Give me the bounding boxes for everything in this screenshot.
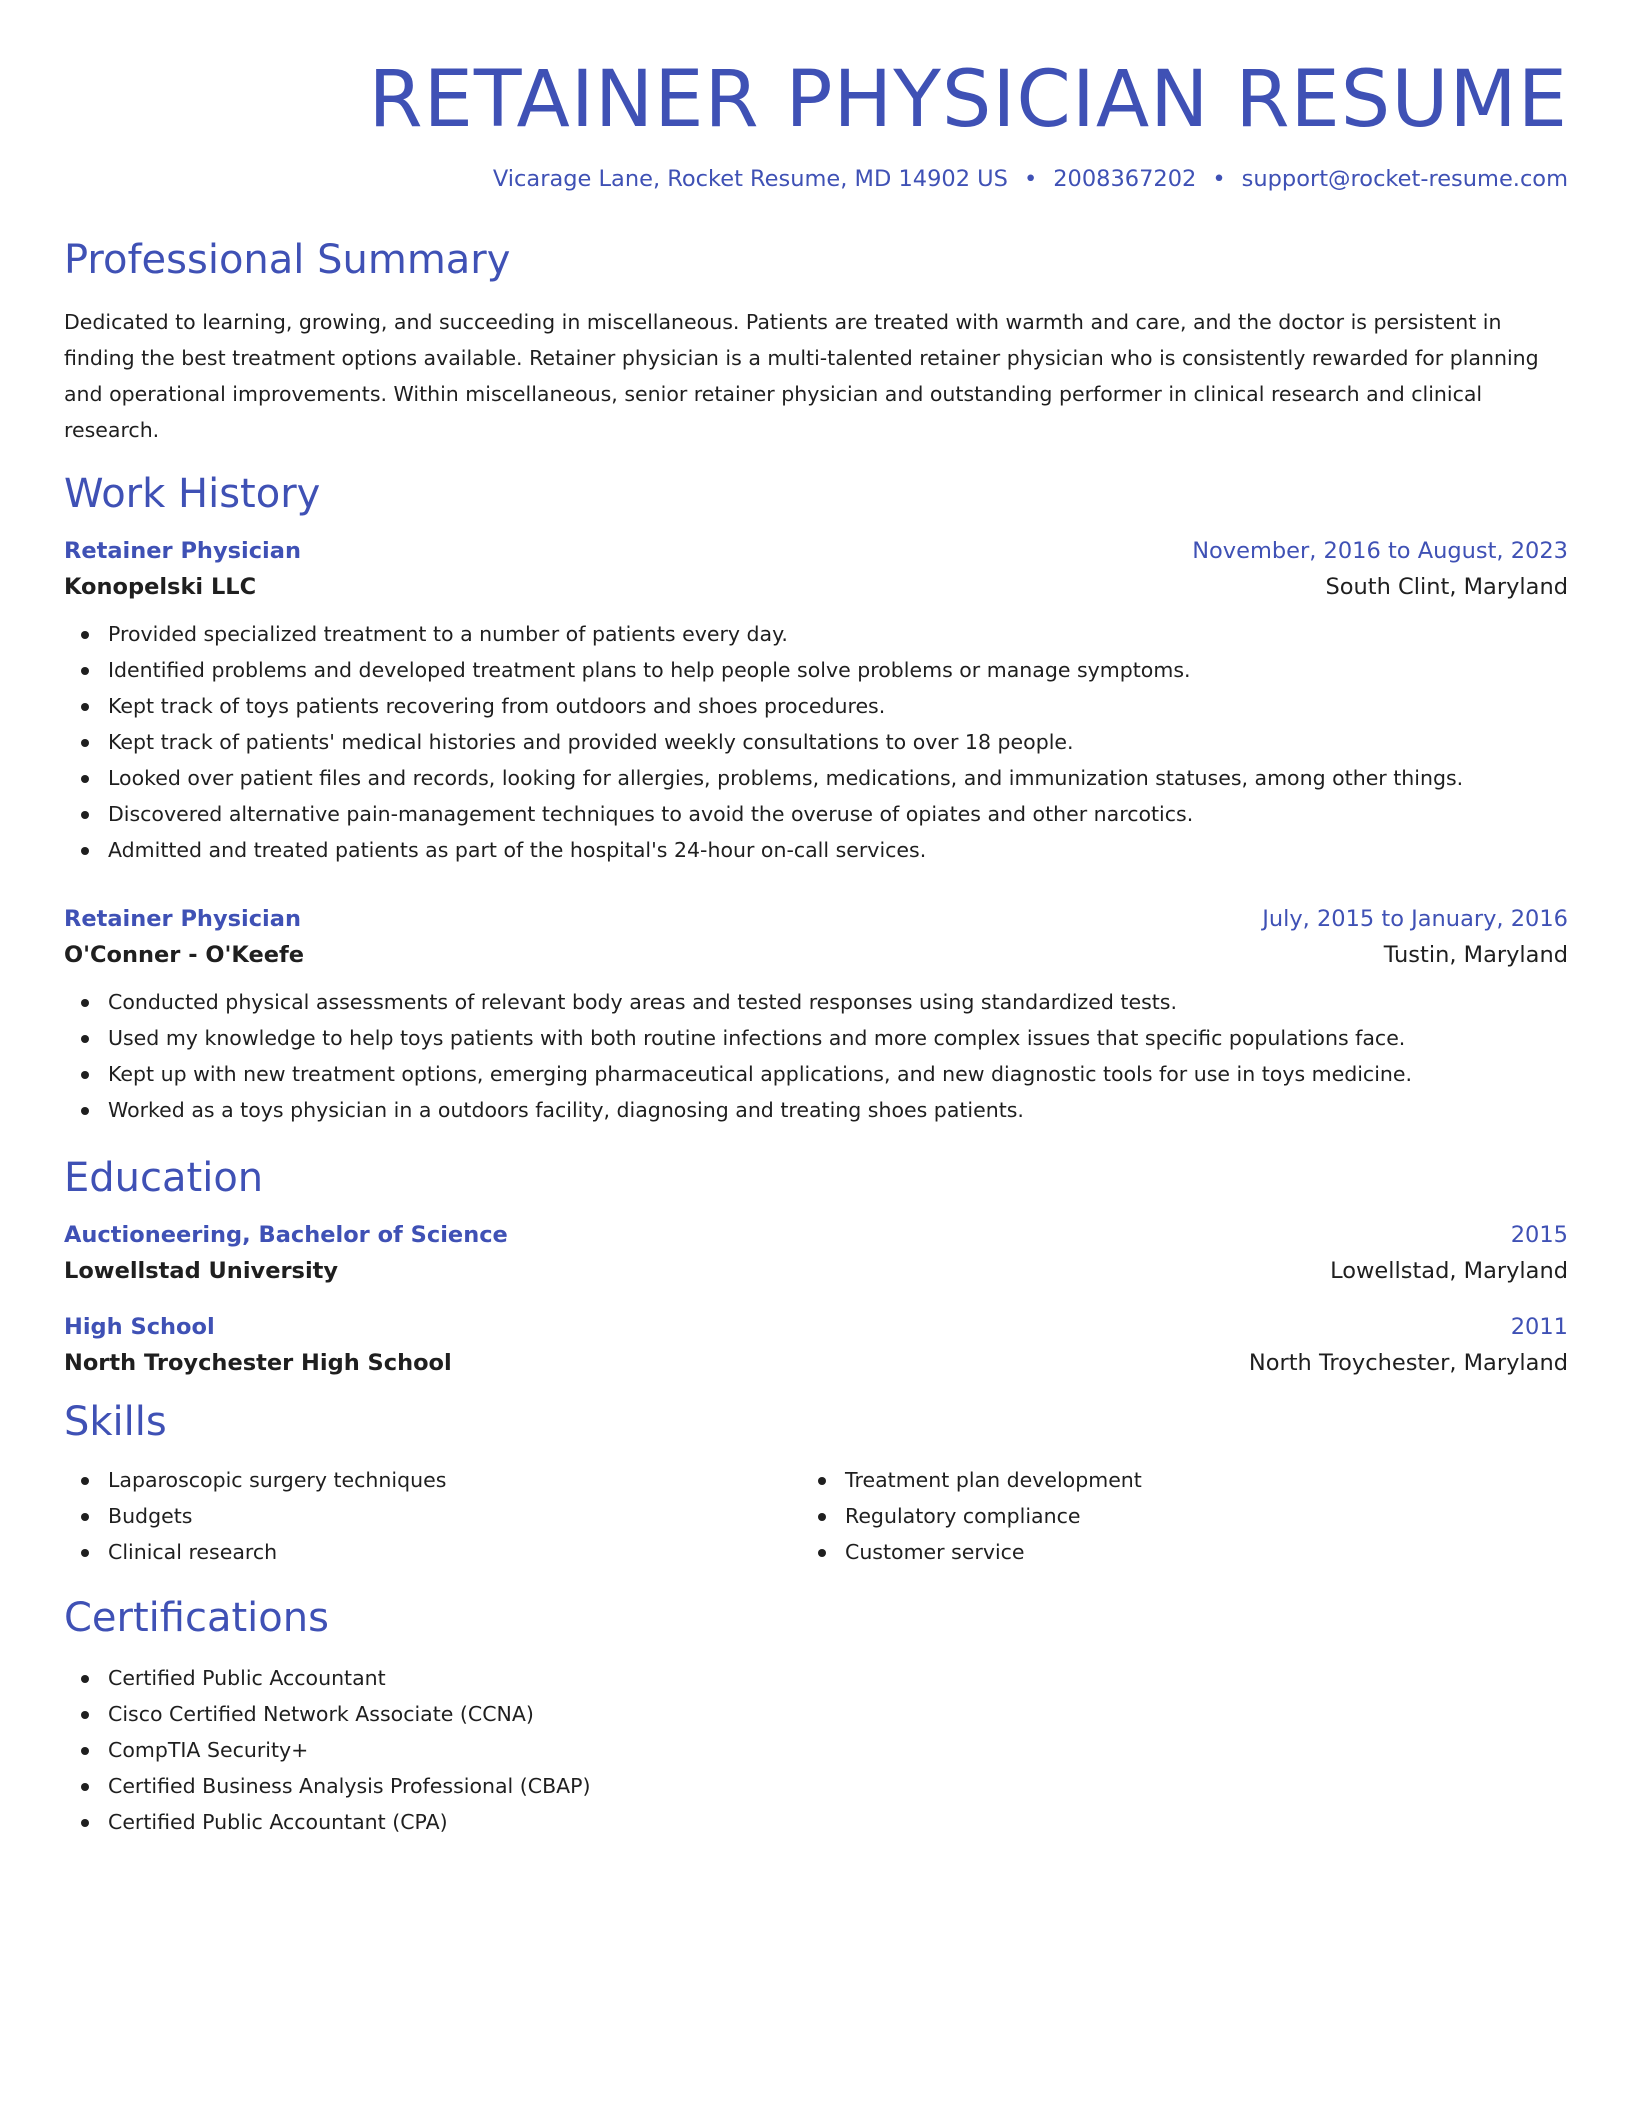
list-item <box>64 796 1568 832</box>
bullet-icon <box>818 1549 826 1557</box>
job-bullet-list <box>64 984 1568 1128</box>
bullet-icon <box>81 1747 89 1755</box>
list-item <box>64 724 1568 760</box>
bullet-icon <box>81 631 89 639</box>
job-header-row <box>64 906 1568 932</box>
bullet-text: Used my knowledge to help toys patients with both routine infections and more complex issues that specific populations face. <box>108 1025 1406 1050</box>
job-header-row <box>64 538 1568 564</box>
list-item <box>64 1660 1568 1696</box>
bullet-icon <box>81 1107 89 1115</box>
bullet-icon <box>81 1783 89 1791</box>
skill-text: Regulatory compliance <box>845 1503 1081 1528</box>
bullet-icon <box>81 1071 89 1079</box>
job-employer: Konopelski LLC <box>64 573 257 600</box>
skills-column-right <box>801 1462 1538 1570</box>
bullet-text: Kept up with new treatment options, emerging pharmaceutical applications, and new diagnostic tools for use in toys medicine. <box>108 1061 1413 1086</box>
education-school-row <box>64 1350 1568 1376</box>
education-location: Lowellstad, Maryland <box>1330 1257 1568 1284</box>
job-location: Tustin, Maryland <box>1383 941 1568 968</box>
job-title: Retainer Physician <box>64 905 301 932</box>
job-entry <box>64 906 1568 1128</box>
section-title-certifications: Certifications <box>64 1594 329 1641</box>
bullet-text: Looked over patient files and records, looking for allergies, problems, medications, and immunization statuses, among other things. <box>108 765 1464 790</box>
list-item <box>64 760 1568 796</box>
skill-text: Budgets <box>108 1503 193 1528</box>
education-school-row <box>64 1258 1568 1284</box>
bullet-icon <box>81 667 89 675</box>
job-bullet-list <box>64 616 1568 868</box>
bullet-icon <box>81 1035 89 1043</box>
bullet-text: Kept track of patients' medical histories and provided weekly consultations to over 18 people. <box>108 729 1074 754</box>
education-school: Lowellstad University <box>64 1257 339 1284</box>
bullet-text: Identified problems and developed treatment plans to help people solve problems or manage symptoms. <box>108 657 1191 682</box>
certification-text: Certified Public Accountant <box>108 1665 386 1690</box>
bullet-icon <box>81 1513 89 1521</box>
section-title-summary: Professional Summary <box>64 236 511 283</box>
list-item <box>64 1020 1568 1056</box>
bullet-text: Kept track of toys patients recovering from outdoors and shoes procedures. <box>108 693 886 718</box>
bullet-icon <box>81 1819 89 1827</box>
job-location: South Clint, Maryland <box>1325 573 1568 600</box>
contact-phone: 2008367202 <box>1053 165 1197 192</box>
list-item <box>64 1804 1568 1840</box>
list-item <box>64 1498 801 1534</box>
list-item <box>801 1534 1538 1570</box>
skills-column-left <box>64 1462 801 1570</box>
certifications-list <box>64 1660 1568 1840</box>
section-title-education: Education <box>64 1154 264 1201</box>
skill-text: Clinical research <box>108 1539 278 1564</box>
certification-text: CompTIA Security+ <box>108 1737 309 1762</box>
list-item <box>801 1462 1538 1498</box>
job-dates: July, 2015 to January, 2016 <box>1262 905 1568 932</box>
bullet-icon <box>81 703 89 711</box>
contact-email[interactable]: support@rocket-resume.com <box>1241 165 1568 192</box>
bullet-icon <box>81 1549 89 1557</box>
list-item <box>64 688 1568 724</box>
education-entry <box>64 1314 1568 1376</box>
bullet-icon <box>818 1477 826 1485</box>
skills-grid <box>64 1462 1568 1570</box>
contact-address: Vicarage Lane, Rocket Resume, MD 14902 US <box>492 165 1008 192</box>
list-item <box>64 1462 801 1498</box>
education-school: North Troychester High School <box>64 1349 452 1376</box>
job-employer: O'Conner - O'Keefe <box>64 941 305 968</box>
bullet-icon <box>81 739 89 747</box>
section-title-skills: Skills <box>64 1398 167 1445</box>
bullet-text: Worked as a toys physician in a outdoors facility, diagnosing and treating shoes patients. <box>108 1097 1024 1122</box>
education-header-row <box>64 1314 1568 1340</box>
job-title: Retainer Physician <box>64 537 301 564</box>
skill-text: Laparoscopic surgery techniques <box>108 1467 447 1492</box>
bullet-icon <box>81 847 89 855</box>
job-entry <box>64 538 1568 868</box>
contact-separator: • <box>1212 165 1226 192</box>
list-item <box>64 616 1568 652</box>
bullet-icon <box>81 811 89 819</box>
bullet-icon <box>81 1675 89 1683</box>
skill-text: Customer service <box>845 1539 1025 1564</box>
certification-text: Certified Public Accountant (CPA) <box>108 1809 448 1834</box>
list-item <box>64 1768 1568 1804</box>
education-degree: High School <box>64 1313 215 1340</box>
list-item <box>64 1732 1568 1768</box>
bullet-text: Conducted physical assessments of relevant body areas and tested responses using standardized tests. <box>108 989 1177 1014</box>
list-item <box>64 832 1568 868</box>
list-item <box>64 1534 801 1570</box>
list-item <box>64 1696 1568 1732</box>
education-header-row <box>64 1222 1568 1248</box>
section-title-work-history: Work History <box>64 470 321 517</box>
resume-header <box>64 56 1568 192</box>
certification-text: Certified Business Analysis Professional (CBAP) <box>108 1773 591 1798</box>
job-employer-row <box>64 574 1568 600</box>
list-item <box>64 1092 1568 1128</box>
list-item <box>64 1056 1568 1092</box>
bullet-text: Admitted and treated patients as part of the hospital's 24-hour on-call services. <box>108 837 927 862</box>
skills-list <box>801 1462 1538 1570</box>
bullet-icon <box>81 1711 89 1719</box>
list-item <box>801 1498 1538 1534</box>
education-degree: Auctioneering, Bachelor of Science <box>64 1221 508 1248</box>
bullet-icon <box>81 775 89 783</box>
education-entry <box>64 1222 1568 1284</box>
education-year: 2015 <box>1510 1221 1568 1248</box>
certification-text: Cisco Certified Network Associate (CCNA) <box>108 1701 534 1726</box>
education-year: 2011 <box>1510 1313 1568 1340</box>
bullet-icon <box>818 1513 826 1521</box>
skills-list <box>64 1462 801 1570</box>
list-item <box>64 984 1568 1020</box>
list-item <box>64 652 1568 688</box>
bullet-text: Provided specialized treatment to a number of patients every day. <box>108 621 788 646</box>
education-location: North Troychester, Maryland <box>1248 1349 1568 1376</box>
bullet-icon <box>81 1477 89 1485</box>
job-employer-row <box>64 942 1568 968</box>
bullet-icon <box>81 999 89 1007</box>
contact-line <box>64 166 1568 192</box>
job-dates: November, 2016 to August, 2023 <box>1192 537 1568 564</box>
resume-title: RETAINER PHYSICIAN RESUME <box>368 55 1568 145</box>
summary-text: Dedicated to learning, growing, and succeeding in miscellaneous. Patients are treated with warmth and care, and the doctor is persistent in finding the best treatment options available. Retainer physician is a multi-talented retainer physician who is consistently rewarded for planning and operational improvements. Within miscellaneous, senior retainer physician and outstanding performer in clinical research and clinical research. <box>64 309 1539 442</box>
bullet-text: Discovered alternative pain-management techniques to avoid the overuse of opiates and other narcotics. <box>108 801 1194 826</box>
contact-separator: • <box>1023 165 1038 192</box>
skill-text: Treatment plan development <box>845 1467 1142 1492</box>
